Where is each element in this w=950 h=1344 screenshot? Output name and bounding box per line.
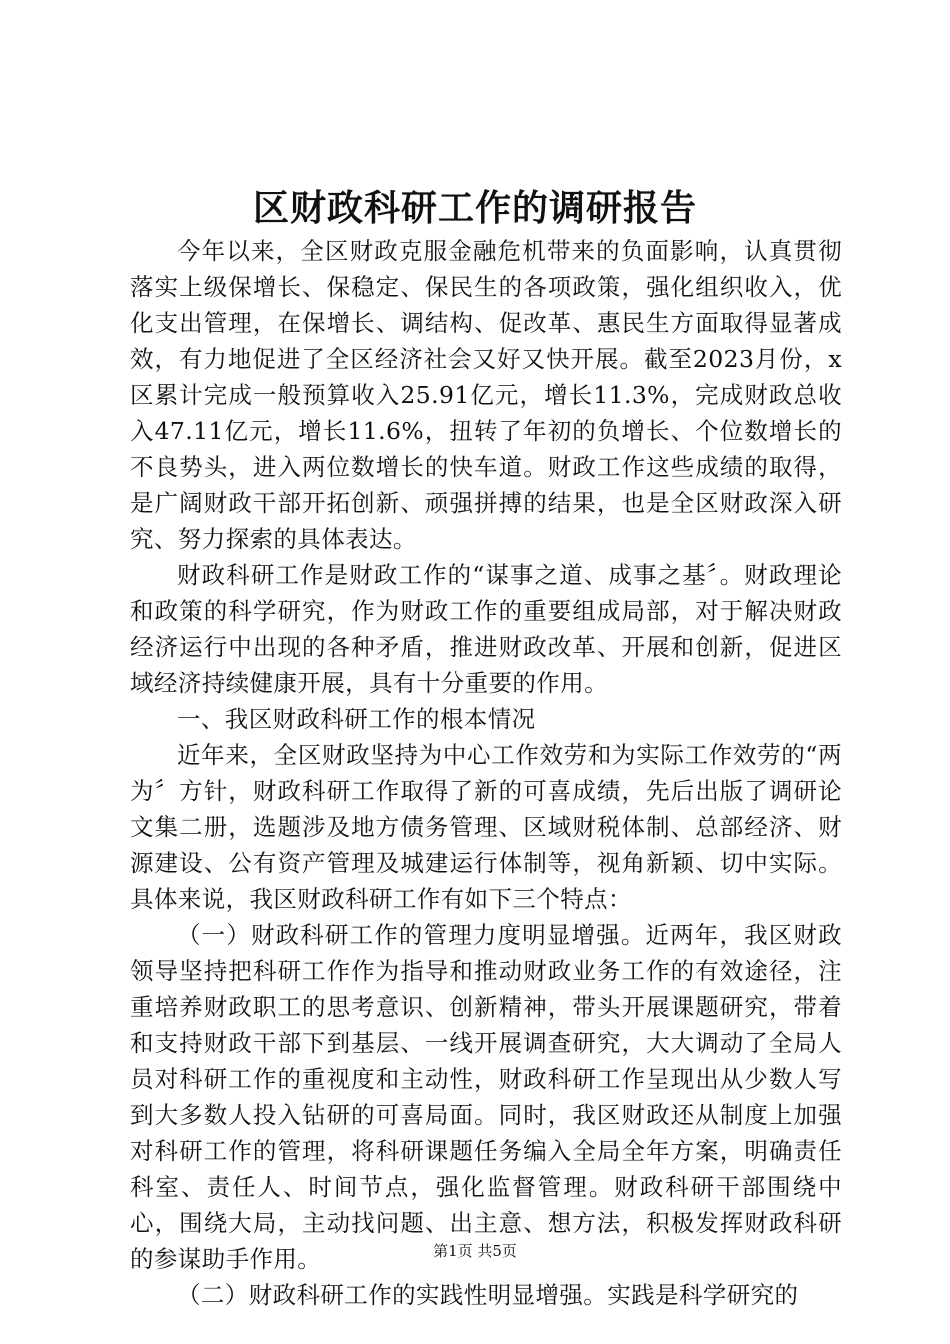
paragraph-point-two: （二）财政科研工作的实践性明显增强。实践是科学研究的 [177,1281,799,1309]
paragraph-recent-years: 近年来，全区财政坚持为中心工作效劳和为实际工作效劳的“两为〞方针，财政科研工作取得了新的可喜成绩，先后出版了调研论文集二册，选题涉及地方债务管理、区域财税体制、总部经济、财源建设、公有资产管理及城建运行体制等，视角新颖、切中实际。具体来说，我区财政科研工作有如下三个特点： [130,741,842,913]
section-heading-basic-situation: 一、我区财政科研工作的根本情况 [177,705,536,733]
paragraph-intro: 今年以来，全区财政克服金融危机带来的负面影响，认真贯彻落实上级保增长、保稳定、保民生的各项政策，强化组织收入，优化支出管理，在保增长、调结构、促改革、惠民生方面取得显著成效，有力地促进了全区经济社会又好又快开展。截至2023月份，x区累计完成一般预算收入25.91亿元，增长11.3%，完成财政总收入47.11亿元，增长11.6%，扭转了年初的负增长、个位数增长的不良势头，进入两位数增长的快车道。财政工作这些成绩的取得，是广阔财政干部开拓创新、顽强拼搏的结果，也是全区财政深入研究、努力探索的具体表达。 [130,237,842,553]
paragraph-point-one: （一）财政科研工作的管理力度明显增强。近两年，我区财政领导坚持把科研工作作为指导和推动财政业务工作的有效途径，注重培养财政职工的思考意识、创新精神，带头开展课题研究，带着和支持财政干部下到基层、一线开展调查研究，大大调动了全局人员对科研工作的重视度和主动性，财政科研工作呈现出从少数人写到大多数人投入钻研的可喜局面。同时，我区财政还从制度上加强对科研工作的管理，将科研课题任务编入全局全年方案，明确责任科室、责任人、时间节点，强化监督管理。财政科研干部围绕中心，围绕大局，主动找问题、出主意、想方法，积极发挥财政科研的参谋助手作用。 [130,921,842,1273]
document-body [130,233,842,1313]
document-title: 区财政科研工作的调研报告 [252,187,697,229]
paragraph-importance: 财政科研工作是财政工作的“谋事之道、成事之基〞。财政理论和政策的科学研究，作为财政工作的重要组成局部，对于解决财政经济运行中出现的各种矛盾，推进财政改革、开展和创新，促进区域经济持续健康开展，具有十分重要的作用。 [130,561,842,697]
page-footer: 第1页 共5页 [433,1242,517,1260]
